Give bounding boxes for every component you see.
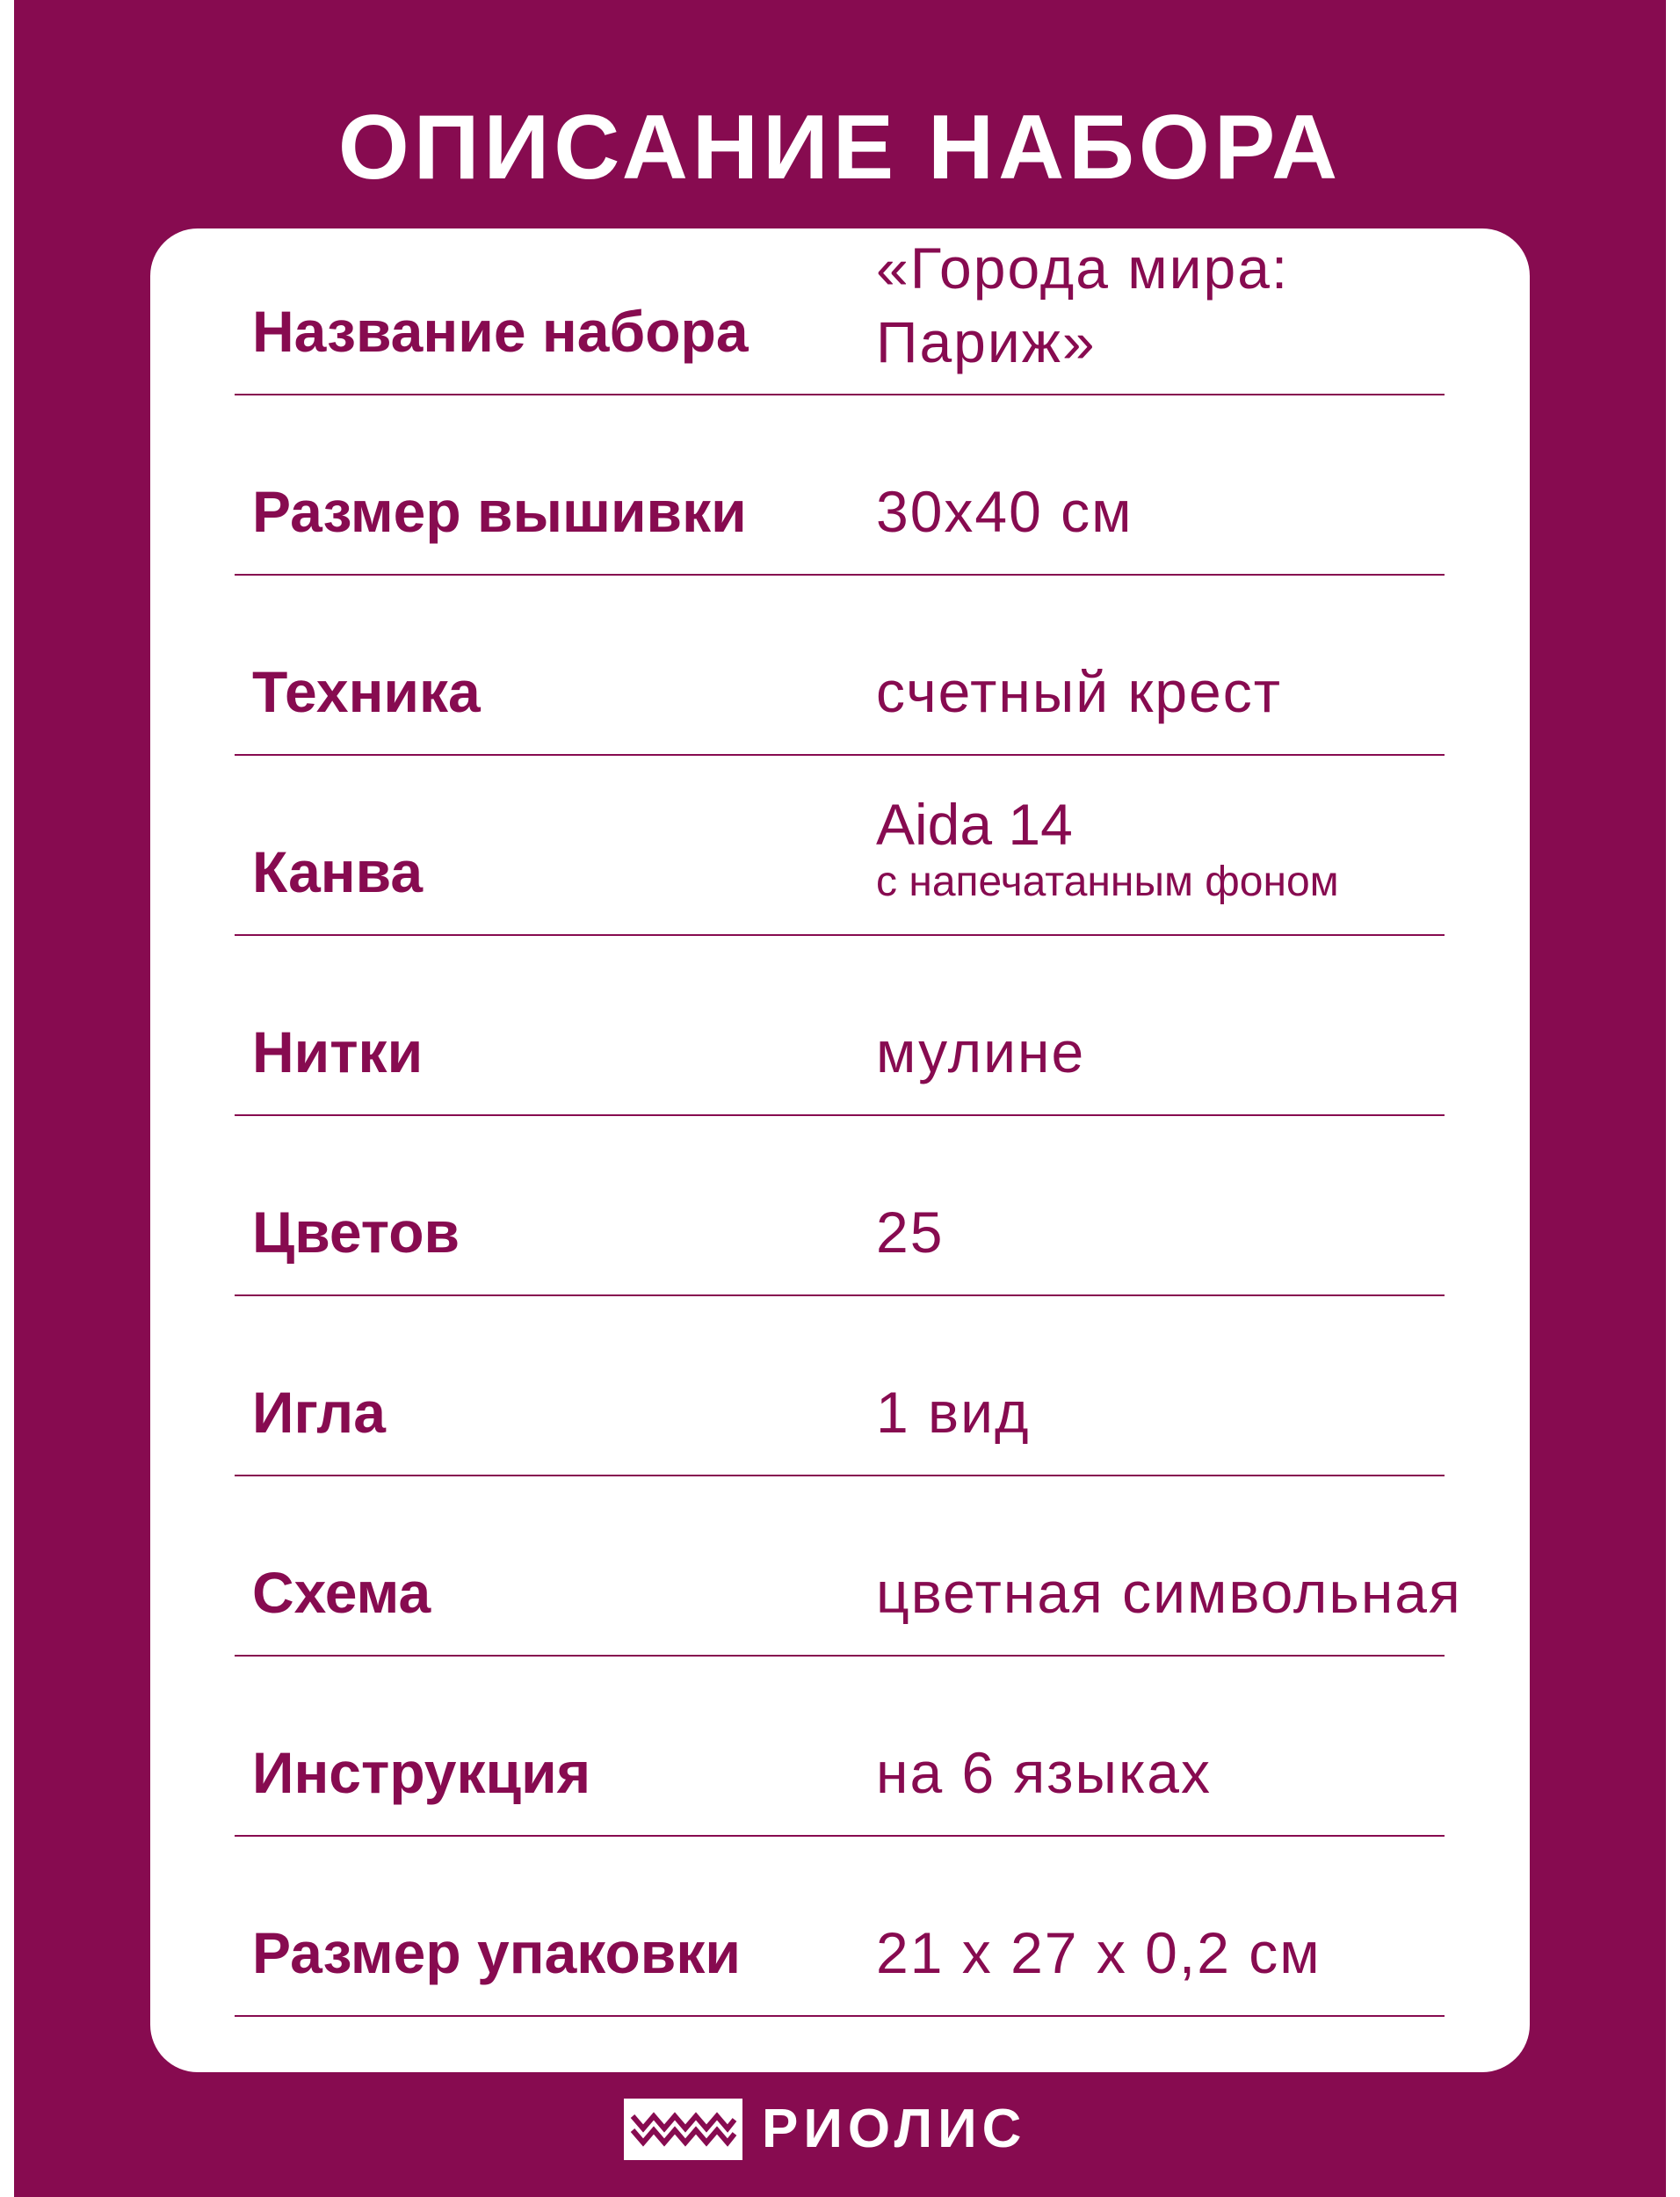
spec-row-chart — [235, 1476, 1462, 1657]
spec-row-name — [235, 215, 1445, 395]
spec-label: Название набора — [252, 299, 749, 364]
spec-row-technique — [235, 576, 1445, 756]
spec-value-note: с напечатанным фоном — [876, 859, 1339, 905]
spec-label: Цветов — [252, 1200, 460, 1265]
spec-value: 21 х 27 х 0,2 см — [876, 1920, 1322, 1985]
spec-label: Схема — [252, 1560, 431, 1625]
spec-value: 30х40 см — [876, 479, 1133, 544]
spec-row-colors — [235, 1116, 1445, 1296]
spec-row-package-size — [235, 1837, 1445, 2017]
spec-label: Инструкция — [252, 1740, 591, 1805]
brand-name: РИОЛИС — [762, 2099, 1027, 2159]
spec-value: 1 вид — [876, 1380, 1031, 1445]
spec-label: Размер упаковки — [252, 1920, 741, 1985]
spec-value: на 6 языках — [876, 1740, 1213, 1805]
spec-label: Техника — [252, 659, 481, 724]
spec-label: Размер вышивки — [252, 479, 747, 544]
spec-value: «Города мира: Париж» — [876, 236, 1290, 374]
brand-logo — [624, 2096, 1026, 2163]
riolis-logo-icon — [624, 2099, 742, 2160]
spec-value: Aida 14 — [876, 792, 1073, 857]
page-title: ОПИСАНИЕ НАБОРА — [337, 97, 1343, 199]
spec-label: Нитки — [252, 1019, 424, 1084]
spec-value: цветная символьная — [876, 1560, 1462, 1625]
spec-label: Игла — [252, 1380, 386, 1445]
spec-label: Канва — [252, 839, 424, 904]
spec-row-needle — [235, 1296, 1445, 1476]
spec-value: 25 — [876, 1200, 945, 1265]
spec-row-embroidery-size — [235, 395, 1445, 576]
spec-row-canvas — [235, 756, 1445, 936]
spec-row-threads — [235, 936, 1445, 1116]
spec-row-instructions — [235, 1657, 1445, 1837]
spec-value: мулине — [876, 1019, 1086, 1084]
spec-value: счетный крест — [876, 659, 1282, 724]
